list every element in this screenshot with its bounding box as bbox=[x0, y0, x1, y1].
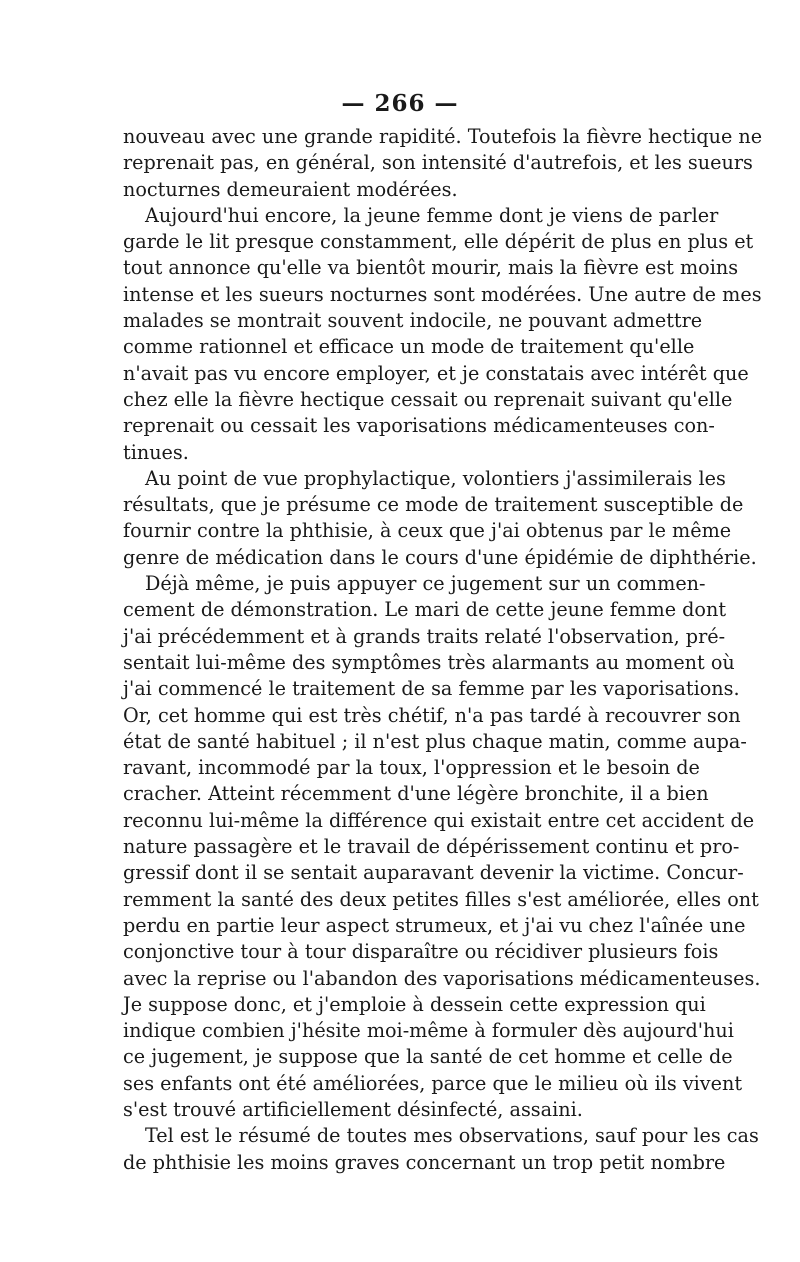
text-line: tinues. bbox=[123, 440, 189, 464]
text-line: malades se montrait souvent indocile, ne pouvant admettre bbox=[123, 309, 703, 333]
text-line: genre de médication dans le cours d'une épidémie de diphthérie. bbox=[123, 545, 757, 569]
text-line: Or, cet homme qui est très chétif, n'a pas tardé à recouvrer son bbox=[123, 703, 741, 727]
text-line: reconnu lui-même la différence qui existait entre cet accident de bbox=[123, 808, 755, 832]
text-line: ravant, incommodé par la toux, l'oppression et le besoin de bbox=[123, 756, 700, 780]
text-line: état de santé habituel ; il n'est plus chaque matin, comme aupa- bbox=[123, 729, 747, 753]
text-line: gressif dont il se sentait auparavant devenir la victime. Concur- bbox=[123, 861, 744, 885]
text-line: résultats, que je présume ce mode de traitement susceptible de bbox=[123, 493, 744, 517]
text-line: garde le lit presque constamment, elle dépérit de plus en plus et bbox=[123, 230, 754, 254]
text-line: nouveau avec une grande rapidité. Toutefois la fièvre hectique ne bbox=[123, 125, 763, 148]
text-line: de phthisie les moins graves concernant un trop petit nombre bbox=[123, 1150, 726, 1174]
text-line: tout annonce qu'elle va bientôt mourir, mais la fièvre est moins bbox=[123, 256, 739, 280]
text-line: Aujourd'hui encore, la jeune femme dont je viens de parler bbox=[145, 203, 719, 227]
text-line: Déjà même, je puis appuyer ce jugement sur un commen- bbox=[145, 572, 706, 596]
text-line: ce jugement, je suppose que la santé de cet homme et celle de bbox=[123, 1045, 733, 1069]
body-text bbox=[123, 124, 763, 1176]
text-line: sentait lui-même des symptômes très alarmants au moment où bbox=[123, 650, 735, 674]
text-line: nocturnes demeuraient modérées. bbox=[123, 177, 458, 201]
text-line: intense et les sueurs nocturnes sont modérées. Une autre de mes bbox=[123, 282, 762, 306]
text-line: Je suppose donc, et j'emploie à dessein cette expression qui bbox=[123, 992, 706, 1016]
text-line: fournir contre la phthisie, à ceux que j'ai obtenus par le même bbox=[123, 519, 732, 543]
text-line: Tel est le résumé de toutes mes observations, sauf pour les cas bbox=[145, 1124, 759, 1148]
text-line: ses enfants ont été améliorées, parce que le milieu où ils vivent bbox=[123, 1071, 743, 1095]
text-line: avec la reprise ou l'abandon des vaporisations médicamenteuses. bbox=[123, 966, 761, 990]
text-line: Au point de vue prophylactique, volontiers j'assimilerais les bbox=[145, 466, 726, 490]
text-line: s'est trouvé artificiellement désinfecté, assaini. bbox=[123, 1097, 583, 1121]
text-line: comme rationnel et efficace un mode de traitement qu'elle bbox=[123, 335, 695, 359]
text-line: chez elle la fièvre hectique cessait ou reprenait suivant qu'elle bbox=[123, 387, 733, 411]
text-line: cracher. Atteint récemment d'une légère bronchite, il a bien bbox=[123, 782, 709, 806]
text-line: reprenait pas, en général, son intensité d'autrefois, et les sueurs bbox=[123, 151, 753, 175]
text-line: j'ai commencé le traitement de sa femme par les vaporisations. bbox=[123, 677, 740, 701]
text-line: conjonctive tour à tour disparaître ou récidiver plusieurs fois bbox=[123, 940, 719, 964]
page-number: — 266 — bbox=[341, 90, 459, 117]
text-line: remment la santé des deux petites filles s'est améliorée, elles ont bbox=[123, 887, 759, 911]
text-line: cement de démonstration. Le mari de cette jeune femme dont bbox=[123, 598, 727, 622]
text-line: reprenait ou cessait les vaporisations médicamenteuses con- bbox=[123, 414, 715, 438]
text-line: perdu en partie leur aspect strumeux, et j'ai vu chez l'aînée une bbox=[123, 913, 746, 937]
text-line: n'avait pas vu encore employer, et je constatais avec intérêt que bbox=[123, 361, 749, 385]
text-line: nature passagère et le travail de dépérissement continu et pro- bbox=[123, 835, 740, 859]
text-line: indique combien j'hésite moi-même à formuler dès aujourd'hui bbox=[123, 1019, 734, 1043]
text-line: j'ai précédemment et à grands traits relaté l'observation, pré- bbox=[123, 624, 726, 648]
